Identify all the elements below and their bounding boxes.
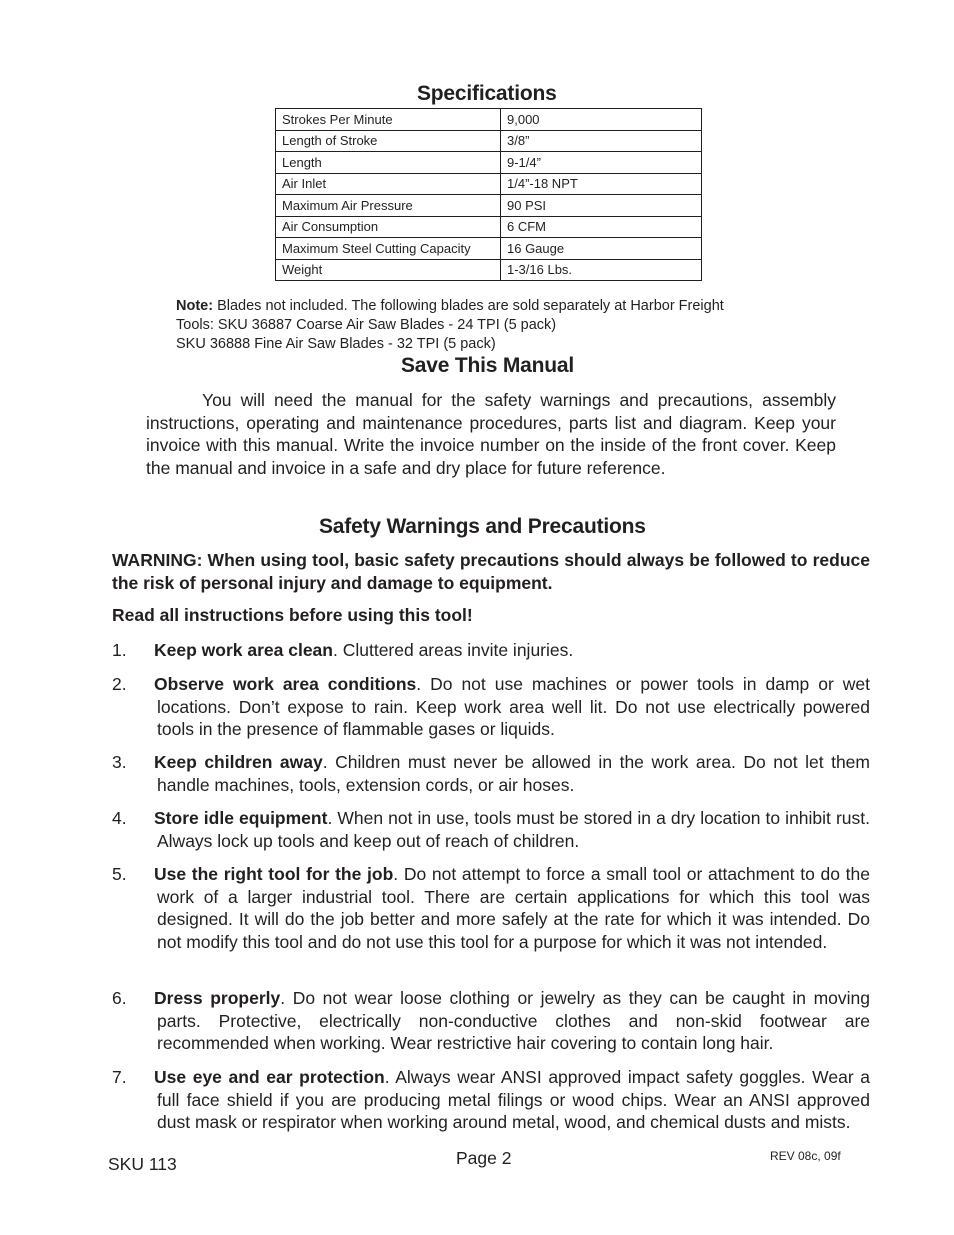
table-row xyxy=(276,173,702,195)
item-heading: Use the right tool for the job xyxy=(154,864,394,884)
item-text: . Do not wear loose clothing or jewelry as they can be caught in moving parts. Protective, electrically non-conductive clothes and non-skid footwear are recommended when working. Wear restrictive hair covering to contain long hair. xyxy=(157,988,870,1054)
table-row xyxy=(276,238,702,260)
blades-note xyxy=(176,297,724,354)
list-item xyxy=(112,751,870,796)
list-item xyxy=(112,1066,870,1134)
table-row xyxy=(276,152,702,174)
save-manual-title: Save This Manual xyxy=(401,354,575,377)
table-row xyxy=(276,109,702,131)
spec-value: 1/4”-18 NPT xyxy=(501,173,702,195)
item-number: 1. xyxy=(112,640,127,660)
note-line-1: Note: Blades not included. The following blades are sold separately at Harbor Freight xyxy=(176,298,724,314)
table-row xyxy=(276,195,702,217)
item-number: 3. xyxy=(112,752,127,772)
footer-sku: SKU 113 xyxy=(108,1154,177,1174)
note-line-2: Tools: SKU 36887 Coarse Air Saw Blades - 24 TPI (5 pack) xyxy=(176,317,557,333)
warning-text: WARNING: When using tool, basic safety precautions should always be followed to reduce the risk of personal injury and damage to equipment. xyxy=(112,550,870,593)
list-item xyxy=(112,807,870,852)
spec-label: Strokes Per Minute xyxy=(276,109,501,131)
note-line-3: SKU 36888 Fine Air Saw Blades - 32 TPI (5 pack) xyxy=(176,336,496,352)
item-number: 2. xyxy=(112,674,127,694)
list-item xyxy=(112,639,870,662)
item-text: . Children must never be allowed in the work area. Do not let them handle machines, tools, extension cords, or air hoses. xyxy=(157,752,870,795)
spec-value: 1-3/16 Lbs. xyxy=(501,259,702,281)
table-row xyxy=(276,130,702,152)
list-item xyxy=(112,987,870,1055)
item-number: 6. xyxy=(112,988,127,1008)
spec-label: Air Consumption xyxy=(276,216,501,238)
item-heading: Dress properly xyxy=(154,988,281,1008)
footer-page-number: Page 2 xyxy=(456,1148,512,1168)
item-heading: Observe work area conditions xyxy=(154,674,417,694)
item-heading: Keep children away xyxy=(154,752,323,772)
spec-label: Weight xyxy=(276,259,501,281)
item-text: . Cluttered areas invite injuries. xyxy=(332,640,574,660)
spec-label: Length of Stroke xyxy=(276,130,501,152)
read-instructions: Read all instructions before using this tool! xyxy=(112,605,473,625)
safety-title: Safety Warnings and Precautions xyxy=(319,515,646,538)
item-text: . Do not attempt to force a small tool or attachment to do the work of a larger industrial tool. There are certain applications for which this tool was designed. It will do the job better and more safely at the rate for which it was intended. Do not modify this tool and do not use this tool for a purpose for which it was not intended. xyxy=(157,864,871,952)
save-manual-paragraph: You will need the manual for the safety warnings and precautions, assembly instructions, operating and maintenance procedures, parts list and diagram. Keep your invoice with this manual. Write the invoice number on the inside of the front cover. Keep the manual and invoice in a safe and dry place for future reference. xyxy=(146,390,836,479)
spec-value: 16 Gauge xyxy=(501,238,702,260)
list-item xyxy=(112,863,870,953)
spec-label: Length xyxy=(276,152,501,174)
spec-value: 6 CFM xyxy=(501,216,702,238)
item-heading: Keep work area clean xyxy=(154,640,333,660)
item-text: . When not in use, tools must be stored in a dry location to inhibit rust. Always lock up tools and keep out of reach of children. xyxy=(157,808,870,851)
item-number: 5. xyxy=(112,864,127,884)
table-row xyxy=(276,259,702,281)
specifications-title: Specifications xyxy=(417,82,557,105)
specifications-table xyxy=(275,108,702,281)
footer-revision: REV 08c, 09f xyxy=(770,1149,841,1163)
item-text: . Always wear ANSI approved impact safety goggles. Wear a full face shield if you are producing metal filings or wood chips. Wear an ANSI approved dust mask or respirator when working around metal, wood, and chemical dusts and mists. xyxy=(157,1067,870,1133)
item-number: 4. xyxy=(112,808,127,828)
item-number: 7. xyxy=(112,1067,127,1087)
spec-label: Maximum Air Pressure xyxy=(276,195,501,217)
item-heading: Use eye and ear protection xyxy=(154,1067,385,1087)
spec-label: Maximum Steel Cutting Capacity xyxy=(276,238,501,260)
table-row xyxy=(276,216,702,238)
note-label: Note: xyxy=(176,298,214,314)
spec-value: 3/8” xyxy=(501,130,702,152)
spec-value: 9-1/4” xyxy=(501,152,702,174)
spec-label: Air Inlet xyxy=(276,173,501,195)
list-item xyxy=(112,673,870,741)
spec-value: 9,000 xyxy=(501,109,702,131)
item-heading: Store idle equipment xyxy=(154,808,328,828)
item-text: . Do not use machines or power tools in damp or wet locations. Don’t expose to rain. Keep work area well lit. Do not use electrically powered tools in the presence of flammable gases or liquids. xyxy=(157,674,870,740)
spec-value: 90 PSI xyxy=(501,195,702,217)
